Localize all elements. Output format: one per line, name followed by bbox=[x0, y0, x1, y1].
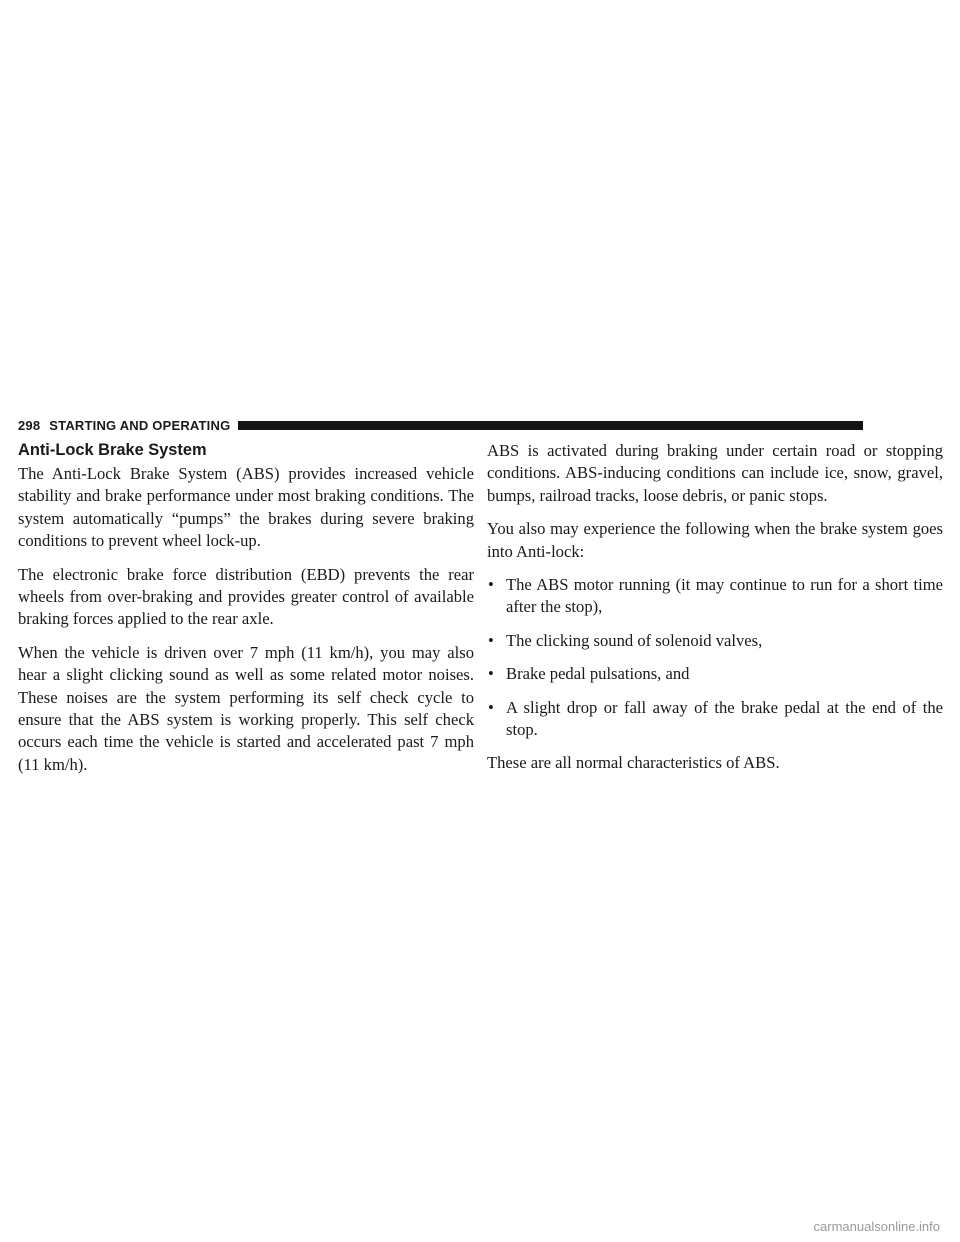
section-heading: Anti-Lock Brake System bbox=[18, 441, 207, 459]
list-item bbox=[487, 630, 943, 652]
list-item bbox=[487, 574, 943, 619]
left-column bbox=[18, 440, 474, 787]
bullet-icon: • bbox=[488, 575, 494, 595]
list-item-text: A slight drop or fall away of the brake pedal at the end of the stop. bbox=[506, 697, 943, 740]
bullet-icon: • bbox=[488, 697, 494, 717]
paragraph-abs-activation: ABS is activated during braking under certain road or stopping conditions. ABS-inducing conditions can include ice, snow, gravel, bumps, railroad tracks, loose debris, or panic stops. bbox=[487, 441, 943, 505]
paragraph-ebd: The electronic brake force distribution (EBD) prevents the rear wheels from over-braking and provides greater control of available braking forces applied to the rear axle. bbox=[18, 564, 474, 629]
list-item-text: Brake pedal pulsations, and bbox=[506, 664, 690, 684]
section-title: STARTING AND OPERATING bbox=[49, 417, 231, 433]
header-rule bbox=[238, 421, 863, 430]
paragraph-self-check: When the vehicle is driven over 7 mph (11 km/h), you may also hear a slight clicking sound as well as some related motor noises. These noises are the system performing its self check cycle to ensure that the ABS system is working properly. This self check occurs each time the vehicle is started and accelerated past 7 mph (11 km/h). bbox=[18, 642, 474, 774]
page-number: 298 bbox=[18, 417, 41, 433]
paragraph-closing: These are all normal characteristics of ABS. bbox=[487, 753, 780, 773]
page-header bbox=[18, 415, 863, 435]
bullet-icon: • bbox=[488, 630, 494, 650]
paragraph-anti-lock-experience: You also may experience the following when the brake system goes into Anti-lock: bbox=[487, 519, 943, 561]
list-item-text: The ABS motor running (it may continue to run for a short time after the stop), bbox=[506, 575, 943, 617]
bullet-icon: • bbox=[488, 664, 494, 684]
list-item bbox=[487, 663, 943, 685]
anti-lock-effects-list bbox=[487, 574, 943, 741]
paragraph-abs-intro: The Anti-Lock Brake System (ABS) provides increased vehicle stability and brake performance under most braking conditions. The system automatically “pumps” the brakes during severe braking conditions to prevent wheel lock-up. bbox=[18, 464, 474, 551]
right-column bbox=[487, 440, 943, 786]
list-item-text: The clicking sound of solenoid valves, bbox=[506, 630, 763, 650]
list-item bbox=[487, 697, 943, 742]
watermark: carmanualsonline.info bbox=[813, 1219, 940, 1234]
